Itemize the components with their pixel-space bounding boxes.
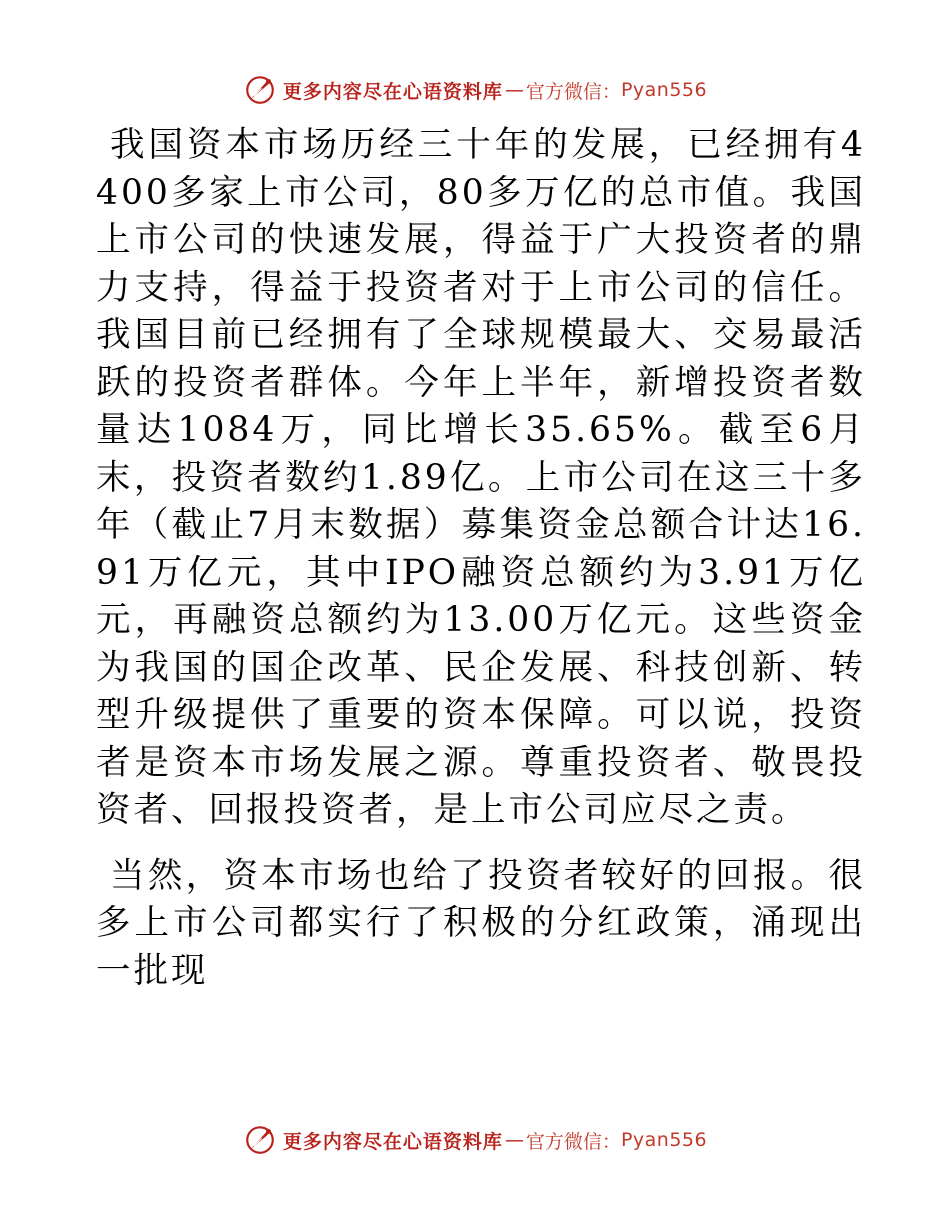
feather-logo-icon xyxy=(243,73,277,107)
watermark-header xyxy=(0,70,950,110)
watermark-footer xyxy=(0,1120,950,1160)
watermark-brand: 更多内容尽在心语资料库 xyxy=(282,1130,503,1153)
watermark-separator: — xyxy=(504,1129,524,1151)
watermark-contact-label: 官方微信： xyxy=(525,80,621,103)
watermark-contact-handle: Pyan556 xyxy=(620,79,708,101)
document-body xyxy=(96,122,866,995)
watermark-brand: 更多内容尽在心语资料库 xyxy=(282,80,503,103)
watermark-separator: — xyxy=(504,79,524,101)
feather-logo-icon xyxy=(243,1123,277,1157)
watermark-contact-label: 官方微信： xyxy=(525,1130,621,1153)
paragraph: 我国资本市场历经三十年的发展，已经拥有4400多家上市公司，80多万亿的总市值。我国上市公司的快速发展，得益于广大投资者的鼎力支持，得益于投资者对于上市公司的信任。我国目前已经拥有了全球规模最大、交易最活跃的投资者群体。今年上半年，新增投资者数量达1084万，同比增长35.65%。截至6月末，投资者数约1.89亿。上市公司在这三十多年（截止7月末数据）募集资金总额合计达16.91万亿元，其中IPO融资总额约为3.91万亿元，再融资总额约为13.00万亿元。这些资金为我国的国企改革、民企发展、科技创新、转型升级提供了重要的资本保障。可以说，投资者是资本市场发展之源。尊重投资者、敬畏投资者、回报投资者，是上市公司应尽之责。 xyxy=(96,125,866,830)
paragraph: 当然，资本市场也给了投资者较好的回报。很多上市公司都实行了积极的分红政策，涌现出一批现 xyxy=(96,855,866,991)
watermark-contact-handle: Pyan556 xyxy=(620,1129,708,1151)
